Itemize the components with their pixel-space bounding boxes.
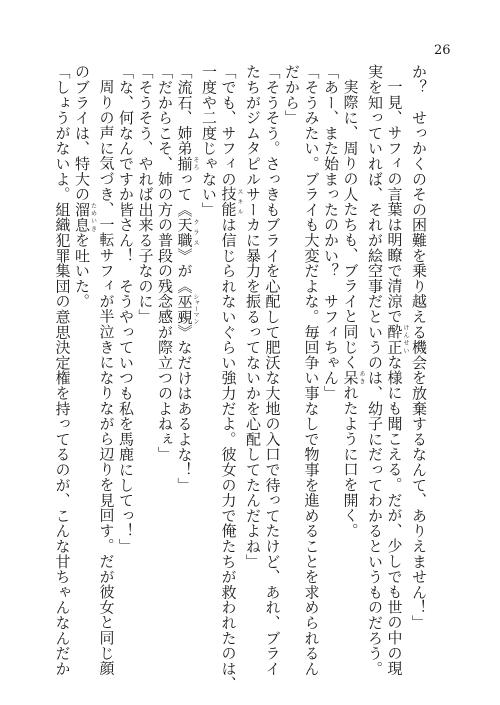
ruby-annotation: 技能スキル [219, 186, 243, 218]
text-segment: のブライは、特大の [73, 64, 91, 202]
text-segment: 》なだけはあるよな！」 [175, 324, 194, 493]
text-segment: 「な、何なんですか皆さん！ そうやっていつも私を馬鹿にしてっ！」 [117, 64, 135, 554]
ruby-annotation: 天職クラス [175, 217, 199, 248]
text-segment: 「だからこそ、姉の方の普段の残念感が際立つのよねぇ」 [156, 64, 174, 462]
ruby-reading: シャーマン [192, 293, 199, 325]
ruby-annotation: 溜息ためいき [73, 201, 97, 233]
ruby-reading: クラス [192, 217, 199, 248]
ruby-annotation: 巫覡シャーマン [175, 293, 199, 325]
ruby-reading: けんせい [402, 323, 409, 355]
text-segment: 実を知っていれば、それが絵空事だというのは、幼子にだってわかるというものだろう。 [366, 64, 384, 676]
text-line [155, 64, 175, 664]
text-line [321, 64, 341, 664]
text-line [340, 64, 365, 664]
text-segment: 「そうそう。さっきもブライを心配して肥沃な大地の入口で待ってたけど、あれ、ブライ [263, 64, 282, 676]
text-line [52, 64, 72, 676]
text-segment: れたように口を開く。 [341, 385, 360, 539]
text-line [262, 64, 282, 676]
text-segment: 一度や二度じゃない」 [200, 64, 218, 217]
text-segment: は信じられないぐらい強力だよ。彼女の力で俺たちが救われたのは、 [219, 217, 238, 692]
text-segment: 実際に、周りの人たちも、ブライと同じく [341, 79, 360, 370]
body-text [53, 64, 428, 692]
text-segment: 「でも、サフィの [219, 64, 238, 187]
ruby-annotation: 揃そろ [175, 155, 199, 172]
text-line [301, 64, 321, 676]
text-segment: 周りの声に気づき、一転サフィが半泣きになりながら辺りを見回す。だが彼女と同じ顔 [97, 79, 116, 676]
text-segment: たちがジムタピルサーカに暴力を振るってないかを心配してたんだよね」 [244, 64, 262, 569]
text-line [199, 64, 219, 664]
text-segment: だから」 [283, 64, 301, 126]
text-line [384, 64, 409, 676]
text-line [365, 64, 385, 676]
text-line [96, 64, 116, 676]
text-line [116, 64, 136, 664]
text-segment: を吐いた。 [73, 232, 91, 309]
text-segment: な様にも聞こえる。だが、少しでも世の中の現 [385, 354, 404, 676]
ruby-annotation: 呆あき [341, 369, 365, 386]
text-segment: 「しょうがないよ。組織犯罪集団の意思決定権を持ってるのが、こんな甘ちゃんなんだか [53, 64, 72, 676]
ruby-reading: あき [358, 369, 365, 386]
text-segment: 「流石、姉弟 [175, 64, 194, 156]
text-line [218, 64, 243, 692]
text-segment: って《 [175, 171, 194, 218]
text-line [135, 64, 155, 664]
text-segment: 「そうそう、やれば出来る子なのに」 [136, 64, 155, 325]
text-segment: か？ せっかくのその困難を乗り越える機会を放棄するなんて、ありえません！」 [410, 64, 428, 631]
text-segment: 「そうみたい。ブライも大変だよな。毎回争い事なしで物事を進めることを求められるん [302, 64, 321, 676]
text-line [174, 64, 199, 664]
text-segment: 》が《 [175, 247, 194, 294]
ruby-reading: そろ [192, 155, 199, 172]
text-line [409, 64, 429, 664]
text-line [282, 64, 302, 664]
text-segment: 「あー、また始まったのかい？ サフィちゃん」 [322, 64, 340, 401]
ruby-annotation: 酔正けんせい [385, 323, 409, 355]
text-line [72, 64, 97, 664]
ruby-reading: ためいき [89, 201, 97, 233]
text-segment: 一見、サフィの言葉は明瞭で清涼で [385, 79, 404, 324]
page-number: 26 [434, 43, 451, 58]
text-line [243, 64, 263, 664]
ruby-reading: スキル [236, 186, 243, 217]
